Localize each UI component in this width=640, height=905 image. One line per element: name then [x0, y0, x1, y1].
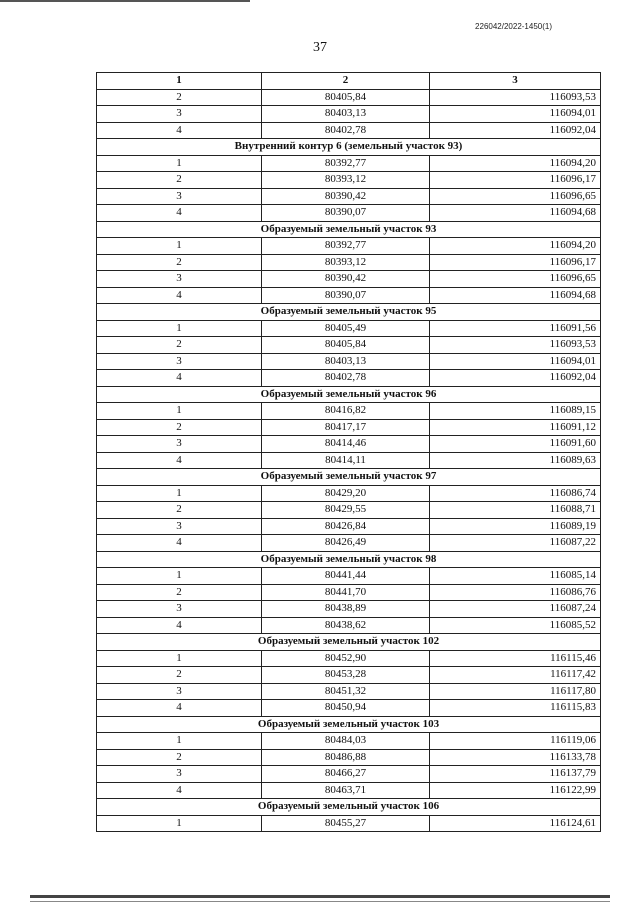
y-coordinate-cell: 116096,17 [430, 254, 601, 271]
table-row [97, 419, 601, 436]
x-coordinate-cell: 80451,32 [262, 683, 430, 700]
x-coordinate-cell: 80438,89 [262, 601, 430, 618]
point-number-cell: 4 [97, 782, 262, 799]
y-coordinate-cell: 116117,80 [430, 683, 601, 700]
table-row [97, 254, 601, 271]
x-coordinate-cell: 80452,90 [262, 650, 430, 667]
y-coordinate-cell: 116096,65 [430, 188, 601, 205]
y-coordinate-cell: 116115,46 [430, 650, 601, 667]
x-coordinate-cell: 80426,49 [262, 535, 430, 552]
point-number-cell: 4 [97, 122, 262, 139]
table-row [97, 452, 601, 469]
section-header-row [97, 139, 601, 156]
y-coordinate-cell: 116092,04 [430, 122, 601, 139]
y-coordinate-cell: 116122,99 [430, 782, 601, 799]
x-coordinate-cell: 80392,77 [262, 155, 430, 172]
x-coordinate-cell: 80390,07 [262, 287, 430, 304]
point-number-cell: 2 [97, 89, 262, 106]
point-number-cell: 3 [97, 601, 262, 618]
point-number-cell: 3 [97, 518, 262, 535]
y-coordinate-cell: 116089,15 [430, 403, 601, 420]
table-row [97, 89, 601, 106]
y-coordinate-cell: 116088,71 [430, 502, 601, 519]
y-coordinate-cell: 116094,68 [430, 205, 601, 222]
x-coordinate-cell: 80390,42 [262, 188, 430, 205]
point-number-cell: 4 [97, 205, 262, 222]
table-row [97, 782, 601, 799]
y-coordinate-cell: 116085,14 [430, 568, 601, 585]
table-row [97, 667, 601, 684]
table-row [97, 518, 601, 535]
y-coordinate-cell: 116094,20 [430, 155, 601, 172]
point-number-cell: 2 [97, 172, 262, 189]
section-title: Внутренний контур 6 (земельный участок 93) [97, 139, 601, 156]
table-row [97, 238, 601, 255]
y-coordinate-cell: 116085,52 [430, 617, 601, 634]
bottom-rule [30, 895, 610, 898]
table-row [97, 502, 601, 519]
x-coordinate-cell: 80403,13 [262, 106, 430, 123]
x-coordinate-cell: 80486,88 [262, 749, 430, 766]
x-coordinate-cell: 80393,12 [262, 172, 430, 189]
y-coordinate-cell: 116089,63 [430, 452, 601, 469]
section-title: Образуемый земельный участок 102 [97, 634, 601, 651]
table-row [97, 601, 601, 618]
point-number-cell: 4 [97, 370, 262, 387]
section-header-row [97, 469, 601, 486]
table-body [97, 89, 601, 832]
table-row [97, 370, 601, 387]
x-coordinate-cell: 80429,55 [262, 502, 430, 519]
table-row [97, 106, 601, 123]
point-number-cell: 3 [97, 766, 262, 783]
x-coordinate-cell: 80405,84 [262, 89, 430, 106]
section-title: Образуемый земельный участок 98 [97, 551, 601, 568]
y-coordinate-cell: 116091,12 [430, 419, 601, 436]
section-title: Образуемый земельный участок 96 [97, 386, 601, 403]
section-title: Образуемый земельный участок 95 [97, 304, 601, 321]
table-row [97, 155, 601, 172]
point-number-cell: 2 [97, 337, 262, 354]
x-coordinate-cell: 80403,13 [262, 353, 430, 370]
point-number-cell: 3 [97, 188, 262, 205]
x-coordinate-cell: 80429,20 [262, 485, 430, 502]
x-coordinate-cell: 80455,27 [262, 815, 430, 832]
point-number-cell: 3 [97, 436, 262, 453]
y-coordinate-cell: 116115,83 [430, 700, 601, 717]
x-coordinate-cell: 80390,07 [262, 205, 430, 222]
x-coordinate-cell: 80393,12 [262, 254, 430, 271]
point-number-cell: 1 [97, 568, 262, 585]
point-number-cell: 4 [97, 535, 262, 552]
x-coordinate-cell: 80441,44 [262, 568, 430, 585]
x-coordinate-cell: 80414,46 [262, 436, 430, 453]
x-coordinate-cell: 80402,78 [262, 122, 430, 139]
y-coordinate-cell: 116086,74 [430, 485, 601, 502]
table-row [97, 584, 601, 601]
table-row [97, 320, 601, 337]
table-row [97, 568, 601, 585]
y-coordinate-cell: 116091,60 [430, 436, 601, 453]
y-coordinate-cell: 116117,42 [430, 667, 601, 684]
table-row [97, 271, 601, 288]
point-number-cell: 1 [97, 320, 262, 337]
point-number-cell: 1 [97, 815, 262, 832]
y-coordinate-cell: 116092,04 [430, 370, 601, 387]
y-coordinate-cell: 116137,79 [430, 766, 601, 783]
y-coordinate-cell: 116091,56 [430, 320, 601, 337]
y-coordinate-cell: 116086,76 [430, 584, 601, 601]
y-coordinate-cell: 116094,20 [430, 238, 601, 255]
y-coordinate-cell: 116087,22 [430, 535, 601, 552]
column-header: 3 [430, 73, 601, 90]
point-number-cell: 2 [97, 667, 262, 684]
y-coordinate-cell: 116094,01 [430, 106, 601, 123]
y-coordinate-cell: 116094,01 [430, 353, 601, 370]
point-number-cell: 1 [97, 403, 262, 420]
point-number-cell: 4 [97, 452, 262, 469]
section-header-row [97, 634, 601, 651]
x-coordinate-cell: 80402,78 [262, 370, 430, 387]
x-coordinate-cell: 80405,49 [262, 320, 430, 337]
x-coordinate-cell: 80414,11 [262, 452, 430, 469]
table-row [97, 700, 601, 717]
x-coordinate-cell: 80438,62 [262, 617, 430, 634]
point-number-cell: 2 [97, 749, 262, 766]
x-coordinate-cell: 80392,77 [262, 238, 430, 255]
point-number-cell: 3 [97, 683, 262, 700]
section-title: Образуемый земельный участок 103 [97, 716, 601, 733]
y-coordinate-cell: 116096,17 [430, 172, 601, 189]
table-row [97, 815, 601, 832]
point-number-cell: 2 [97, 584, 262, 601]
bottom-rule-thin [30, 901, 610, 902]
point-number-cell: 1 [97, 733, 262, 750]
section-title: Образуемый земельный участок 93 [97, 221, 601, 238]
page-number: 37 [313, 40, 327, 55]
table-row [97, 733, 601, 750]
point-number-cell: 3 [97, 353, 262, 370]
column-header: 2 [262, 73, 430, 90]
table-row [97, 172, 601, 189]
x-coordinate-cell: 80390,42 [262, 271, 430, 288]
table-row [97, 188, 601, 205]
y-coordinate-cell: 116124,61 [430, 815, 601, 832]
section-title: Образуемый земельный участок 97 [97, 469, 601, 486]
table-row [97, 403, 601, 420]
header-row [97, 73, 601, 90]
point-number-cell: 2 [97, 502, 262, 519]
point-number-cell: 4 [97, 617, 262, 634]
section-header-row [97, 304, 601, 321]
x-coordinate-cell: 80416,82 [262, 403, 430, 420]
x-coordinate-cell: 80417,17 [262, 419, 430, 436]
table-row [97, 650, 601, 667]
section-header-row [97, 716, 601, 733]
table-row [97, 683, 601, 700]
table-row [97, 205, 601, 222]
y-coordinate-cell: 116133,78 [430, 749, 601, 766]
table-row [97, 535, 601, 552]
y-coordinate-cell: 116119,06 [430, 733, 601, 750]
y-coordinate-cell: 116089,19 [430, 518, 601, 535]
y-coordinate-cell: 116087,24 [430, 601, 601, 618]
table-row [97, 436, 601, 453]
y-coordinate-cell: 116094,68 [430, 287, 601, 304]
column-header: 1 [97, 73, 262, 90]
y-coordinate-cell: 116093,53 [430, 337, 601, 354]
table-row [97, 485, 601, 502]
x-coordinate-cell: 80453,28 [262, 667, 430, 684]
x-coordinate-cell: 80405,84 [262, 337, 430, 354]
table-row [97, 122, 601, 139]
y-coordinate-cell: 116093,53 [430, 89, 601, 106]
table-row [97, 353, 601, 370]
x-coordinate-cell: 80484,03 [262, 733, 430, 750]
section-header-row [97, 221, 601, 238]
table-row [97, 617, 601, 634]
table-row [97, 749, 601, 766]
table-header [97, 73, 601, 90]
document-number: 226042/2022-1450(1) [475, 22, 552, 31]
y-coordinate-cell: 116096,65 [430, 271, 601, 288]
section-header-row [97, 386, 601, 403]
point-number-cell: 2 [97, 419, 262, 436]
point-number-cell: 1 [97, 238, 262, 255]
top-rule [0, 0, 250, 2]
x-coordinate-cell: 80466,27 [262, 766, 430, 783]
point-number-cell: 1 [97, 650, 262, 667]
section-header-row [97, 551, 601, 568]
point-number-cell: 3 [97, 271, 262, 288]
point-number-cell: 4 [97, 287, 262, 304]
x-coordinate-cell: 80450,94 [262, 700, 430, 717]
section-title: Образуемый земельный участок 106 [97, 799, 601, 816]
point-number-cell: 4 [97, 700, 262, 717]
coordinates-table [96, 72, 601, 832]
x-coordinate-cell: 80441,70 [262, 584, 430, 601]
section-header-row [97, 799, 601, 816]
table-row [97, 337, 601, 354]
point-number-cell: 3 [97, 106, 262, 123]
point-number-cell: 2 [97, 254, 262, 271]
point-number-cell: 1 [97, 485, 262, 502]
x-coordinate-cell: 80463,71 [262, 782, 430, 799]
table-row [97, 287, 601, 304]
x-coordinate-cell: 80426,84 [262, 518, 430, 535]
table-row [97, 766, 601, 783]
point-number-cell: 1 [97, 155, 262, 172]
